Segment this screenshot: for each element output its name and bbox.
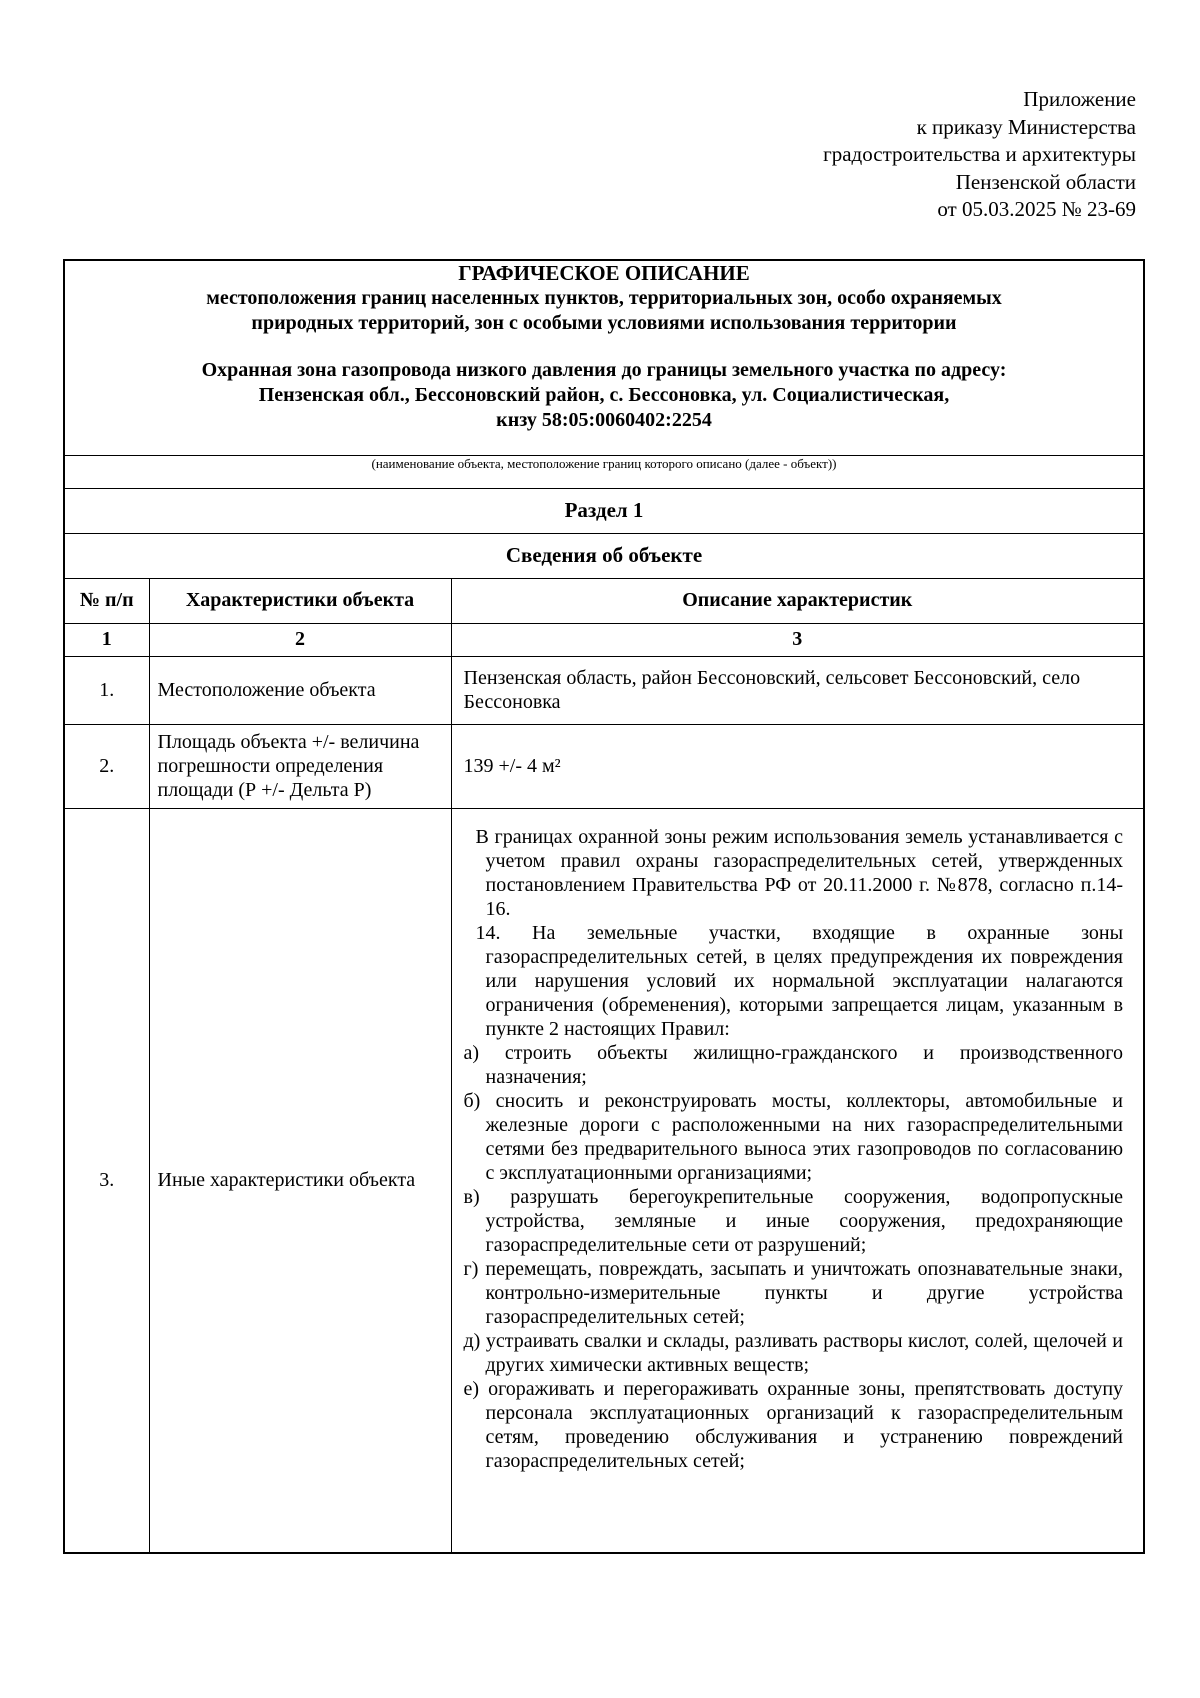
attachment-line: к приказу Министерства bbox=[916, 114, 1136, 139]
document-header bbox=[64, 260, 1144, 455]
restriction-item: б) сносить и реконструировать мосты, коллекторы, автомобильные и железные дороги с расположенными на них газораспределительными сетями без предварительного выноса этих газопроводов по согласованию с эксплуатационными организациями; bbox=[463, 1089, 1124, 1184]
row-number: 1. bbox=[64, 656, 149, 724]
restriction-item: е) огораживать и перегораживать охранные зоны, препятствовать доступу персонала эксплуатационных организаций к газораспределительным сетям, проведению обслуживания и устранению повреждений газораспределительных сетей; bbox=[463, 1377, 1124, 1472]
object-address: Пензенская обл., Бессоновский район, с. Бессоновка, ул. Социалистическая, bbox=[258, 384, 950, 406]
object-name: Охранная зона газопровода низкого давления до границы земельного участка по адресу: bbox=[201, 359, 1007, 381]
attachment-line: градостроительства и архитектуры bbox=[823, 142, 1136, 166]
attachment-line: Приложение bbox=[1023, 87, 1136, 111]
restriction-item: а) строить объекты жилищно-гражданского и производственного назначения; bbox=[463, 1041, 1124, 1088]
column-header-characteristic: Характеристики объекта bbox=[149, 578, 451, 623]
row-characteristic: Площадь объекта +/- величина погрешности определения площади (Р +/- Дельта Р) bbox=[149, 724, 451, 808]
table-row bbox=[64, 656, 1144, 724]
row-number: 3. bbox=[64, 808, 149, 1553]
row-description: 139 +/- 4 м² bbox=[451, 724, 1144, 808]
attachment-line: от 05.03.2025 № 23-69 bbox=[937, 197, 1136, 221]
column-header-number: № п/п bbox=[64, 578, 149, 623]
row-number: 2. bbox=[64, 724, 149, 808]
restriction-item: д) устраивать свалки и склады, разливать растворы кислот, солей, щелочей и других химически активных веществ; bbox=[463, 1329, 1124, 1376]
column-header-description: Описание характеристик bbox=[451, 578, 1144, 623]
description-paragraph: 14. На земельные участки, входящие в охранные зоны газораспределительных сетей, в целях предупреждения их повреждения или нарушения условий их нормальной эксплуатации налагаются ограничения (обременения), которыми запрещается лицам, указанным в пункте 2 настоящих Правил: bbox=[475, 921, 1124, 1040]
section-subtitle: Сведения об объекте bbox=[64, 533, 1144, 578]
restriction-item: в) разрушать берегоукрепительные сооружения, водопропускные устройства, земляные и иные сооружения, предохраняющие газораспределительные сети от разрушений; bbox=[463, 1185, 1124, 1256]
row-description bbox=[451, 808, 1144, 1553]
attachment-line: Пензенской области bbox=[955, 169, 1136, 194]
table-row bbox=[64, 724, 1144, 808]
column-number: 2 bbox=[149, 623, 451, 656]
object-cadastral: кнзу 58:05:0060402:2254 bbox=[496, 409, 712, 431]
document-title: ГРАФИЧЕСКОЕ ОПИСАНИЕ bbox=[458, 261, 750, 285]
section-title: Раздел 1 bbox=[64, 488, 1144, 533]
description-paragraph: В границах охранной зоны режим использования земель устанавливается с учетом правил охраны газораспределительных сетей, утвержденных постановлением Правительства РФ от 20.11.2000 г. №878, согласно п.14-16. bbox=[475, 825, 1124, 920]
attachment-block bbox=[823, 86, 1136, 224]
object-caption: (наименование объекта, местоположение границ которого описано (далее - объект)) bbox=[64, 455, 1144, 488]
column-number: 1 bbox=[64, 623, 149, 656]
document-subtitle: природных территорий, зон с особыми условиями использования территории bbox=[251, 312, 957, 334]
table-row bbox=[64, 808, 1144, 1553]
graphic-description-table bbox=[63, 259, 1145, 1554]
row-characteristic: Иные характеристики объекта bbox=[149, 808, 451, 1553]
row-description: Пензенская область, район Бессоновский, сельсовет Бессоновский, село Бессоновка bbox=[451, 656, 1144, 724]
row-characteristic: Местоположение объекта bbox=[149, 656, 451, 724]
restriction-item: г) перемещать, повреждать, засыпать и уничтожать опознавательные знаки, контрольно-измерительные пункты и другие устройства газораспределительных сетей; bbox=[463, 1257, 1124, 1328]
document-subtitle: местоположения границ населенных пунктов, территориальных зон, особо охраняемых bbox=[206, 287, 1002, 309]
column-number: 3 bbox=[451, 623, 1144, 656]
